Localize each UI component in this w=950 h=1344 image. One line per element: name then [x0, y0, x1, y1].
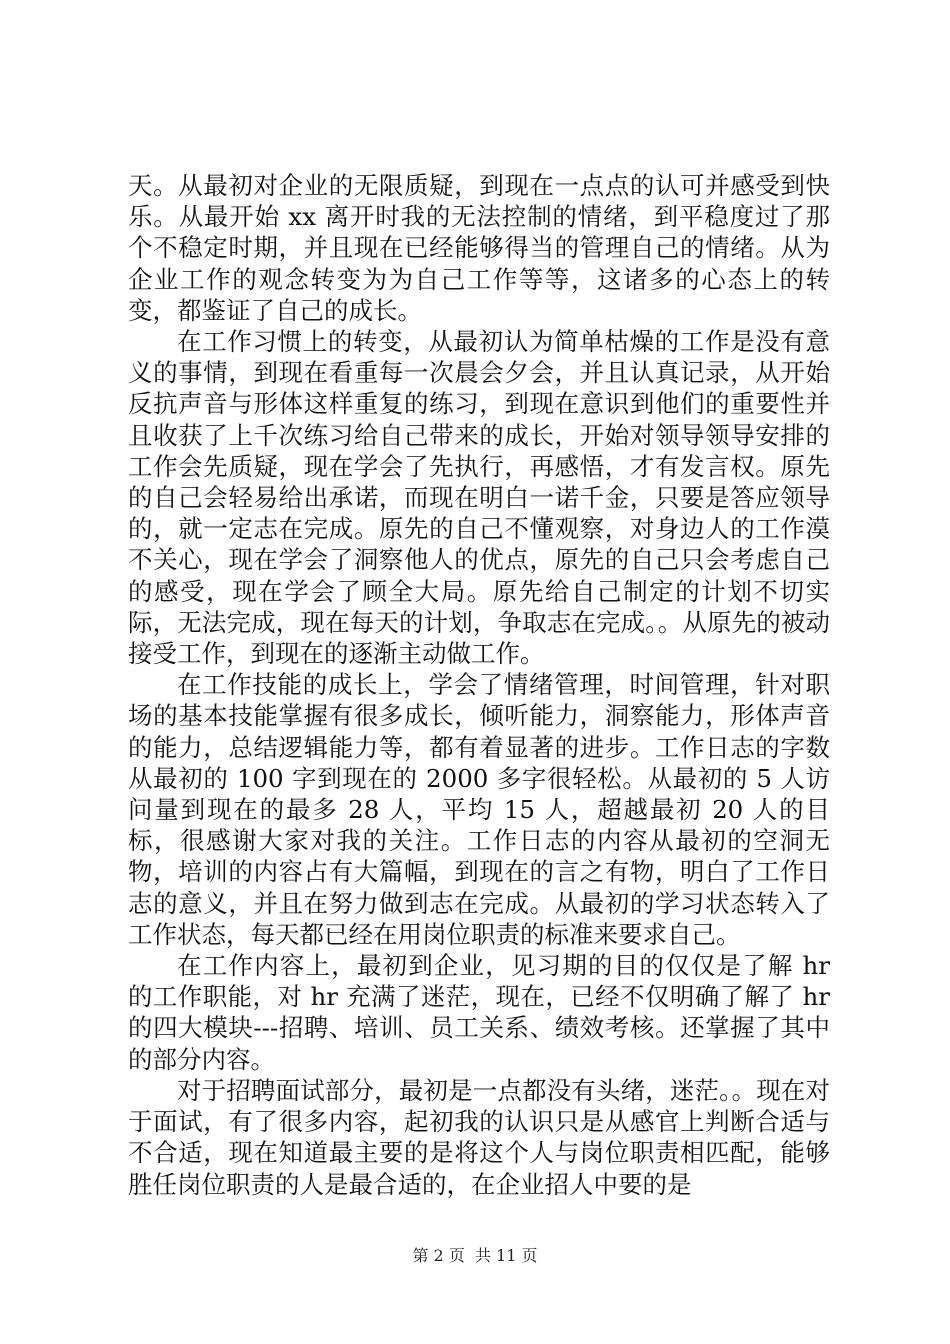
paragraph-5: 对于招聘面试部分，最初是一点都没有头绪，迷茫。。现在对于面试，有了很多内容，起初我的认识只是从感官上判断合适与不合适，现在知道最主要的是将这个人与岗位职责相匹配，能够胜任岗位职责的人是最合适的，在企业招人中要的是: [128, 1075, 830, 1199]
document-body: [128, 170, 830, 1200]
paragraph-1: 天。从最初对企业的无限质疑，到现在一点点的认可并感受到快乐。从最开始 xx 离开时我的无法控制的情绪，到平稳度过了那个不稳定时期，并且现在已经能够得当的管理自己的情绪。从为企业工作的观念转变为为自己工作等等，这诸多的心态上的转变，都鉴证了自己的成长。: [128, 171, 830, 325]
paragraph-4: 在工作内容上，最初到企业，见习期的目的仅仅是了解 hr 的工作职能，对 hr 充满了迷茫，现在，已经不仅明确了解了 hr 的四大模块---招聘、培训、员工关系、绩效考核。还掌握了其中的部分内容。: [128, 951, 830, 1074]
page-footer: [0, 1246, 950, 1266]
page-number-label: 第 2 页 共 11 页: [412, 1246, 538, 1265]
paragraph-3: 在工作技能的成长上，学会了情绪管理，时间管理，针对职场的基本技能掌握有很多成长，倾听能力，洞察能力，形体声音的能力，总结逻辑能力等，都有着显著的进步。工作日志的字数从最初的 100 字到现在的 2000 多字很轻松。从最初的 5 人访问量到现在的最多 28 人，平均 15 人，超越最初 20 人的目标，很感谢大家对我的关注。工作日志的内容从最初的空洞无物，培训的内容占有大篇幅，到现在的言之有物，明白了工作日志的意义，并且在努力做到志在完成。从最初的学习状态转入了工作状态，每天都已经在用岗位职责的标准来要求自己。: [128, 670, 830, 949]
paragraph-2: 在工作习惯上的转变，从最初认为简单枯燥的工作是没有意义的事情，到现在看重每一次晨会夕会，并且认真记录，从开始反抗声音与形体这样重复的练习，到现在意识到他们的重要性并且收获了上千次练习给自己带来的成长，开始对领导领导安排的工作会先质疑，现在学会了先执行，再感悟，才有发言权。原先的自己会轻易给出承诺，而现在明白一诺千金，只要是答应领导的，就一定志在完成。原先的自己不懂观察，对身边人的工作漠不关心，现在学会了洞察他人的优点，原先的自己只会考虑自己的感受，现在学会了顾全大局。原先给自己制定的计划不切实际，无法完成，现在每天的计划，争取志在完成。。从原先的被动接受工作，到现在的逐渐主动做工作。: [128, 327, 830, 669]
